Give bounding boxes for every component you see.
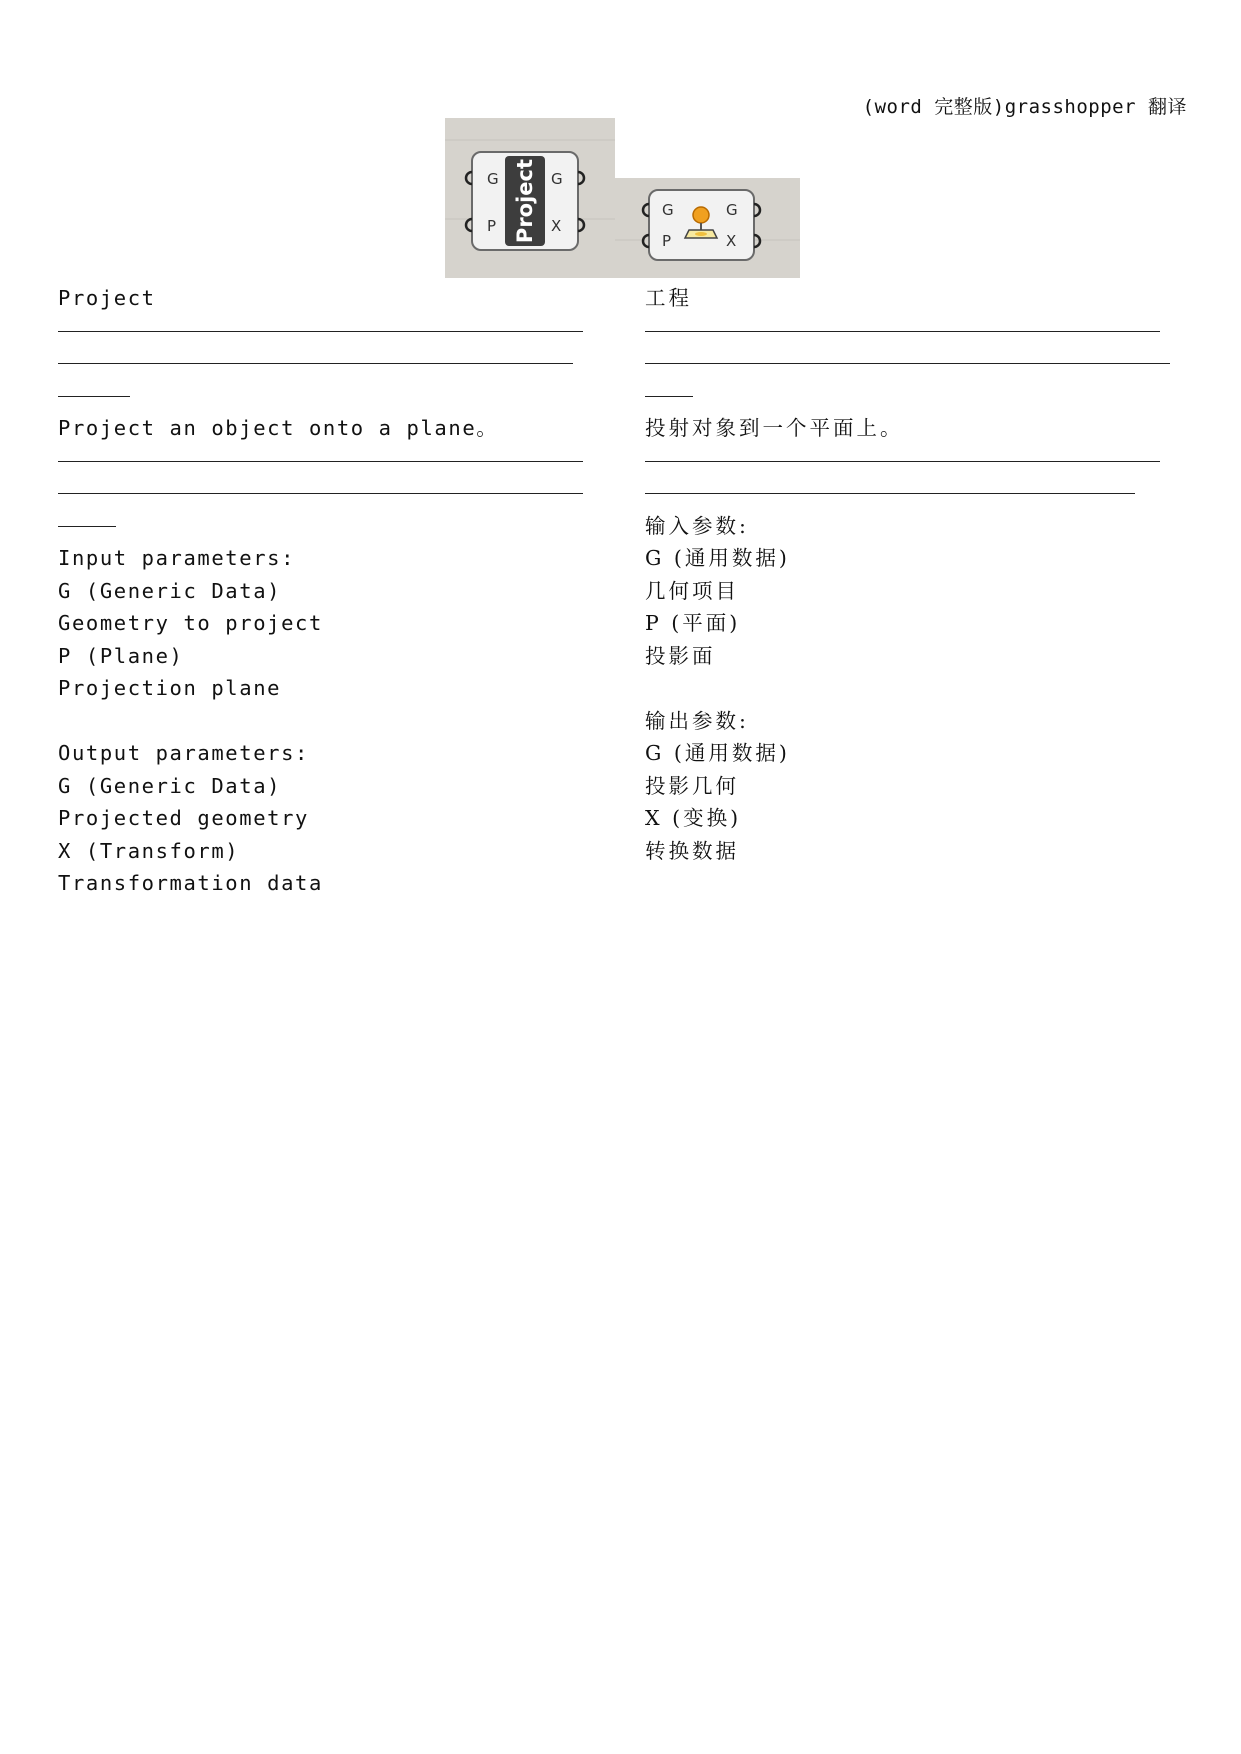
- input-heading: 输入参数:: [645, 513, 749, 538]
- output-g-desc: Projected geometry: [58, 806, 309, 830]
- input-p-name: P (Plane): [58, 643, 184, 668]
- svg-text:G: G: [551, 170, 563, 188]
- output-g-name: G (通用数据): [645, 741, 790, 765]
- input-g-name: G (Generic Data): [58, 578, 282, 603]
- svg-text:P: P: [662, 232, 672, 250]
- output-x-name: X (变换): [645, 806, 742, 830]
- component-description: Project an object onto a plane。: [58, 416, 499, 440]
- output-g-name: G (Generic Data): [58, 773, 282, 798]
- page-header: (word 完整版)grasshopper 翻译: [862, 96, 1187, 118]
- input-p-name: P (平面): [645, 611, 741, 635]
- output-g-desc: 投影几何: [645, 773, 739, 798]
- component-description: 投射对象到一个平面上。: [645, 416, 904, 440]
- separator: [645, 477, 1175, 510]
- output-x-desc: Transformation data: [58, 871, 323, 895]
- blank-line: [645, 672, 1175, 705]
- separator: [58, 445, 593, 478]
- english-column: [58, 282, 593, 900]
- project-component-text[interactable]: [466, 152, 584, 250]
- separator: [58, 477, 593, 510]
- svg-text:P: P: [487, 217, 497, 235]
- input-g-desc: 几何项目: [645, 578, 739, 603]
- separator: [645, 347, 1175, 380]
- component-title: Project: [58, 286, 156, 310]
- project-component-icon[interactable]: [643, 190, 760, 260]
- input-g-desc: Geometry to project: [58, 611, 323, 635]
- separator: [645, 380, 1175, 413]
- output-x-desc: 转换数据: [645, 838, 739, 863]
- input-heading: Input parameters:: [58, 546, 296, 570]
- svg-text:X: X: [726, 232, 737, 250]
- component-label: Project: [513, 158, 537, 244]
- input-p-desc: 投影面: [645, 643, 716, 668]
- input-p-desc: Projection plane: [58, 676, 282, 700]
- output-x-name: X (Transform): [58, 838, 240, 863]
- output-heading: 输出参数:: [645, 708, 749, 733]
- component-title: 工程: [645, 286, 692, 310]
- blank-line: [58, 705, 593, 738]
- separator: [645, 315, 1175, 348]
- separator: [58, 347, 593, 380]
- svg-text:G: G: [662, 201, 674, 219]
- svg-text:X: X: [551, 217, 562, 235]
- svg-text:G: G: [487, 170, 499, 188]
- component-image: [445, 118, 800, 278]
- input-g-name: G (通用数据): [645, 546, 790, 570]
- output-heading: Output parameters:: [58, 741, 309, 765]
- separator: [58, 510, 593, 543]
- separator: [645, 445, 1175, 478]
- svg-text:G: G: [726, 201, 738, 219]
- chinese-column: [645, 282, 1175, 867]
- separator: [58, 315, 593, 348]
- separator: [58, 380, 593, 413]
